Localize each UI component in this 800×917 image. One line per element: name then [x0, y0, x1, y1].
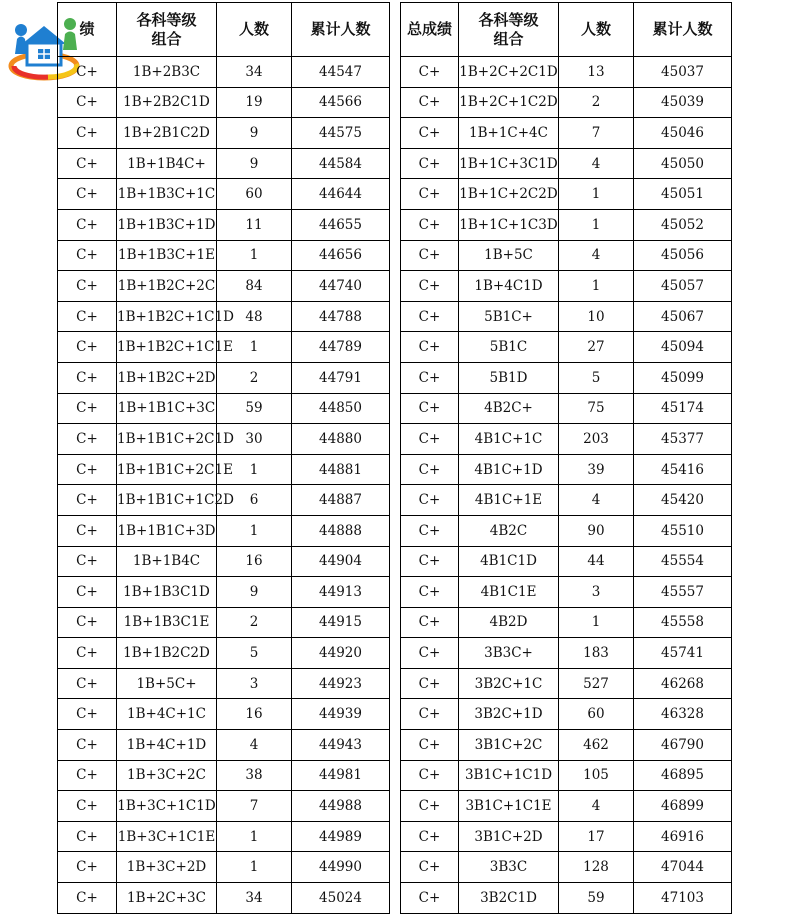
total-grade-cell: C+: [401, 393, 459, 424]
count-cell: 4: [559, 485, 634, 516]
cumulative-count-cell: 45037: [634, 57, 732, 88]
table-row: [58, 546, 390, 577]
count-cell: 2: [217, 362, 292, 393]
count-cell: 75: [559, 393, 634, 424]
count-cell: 17: [559, 821, 634, 852]
grade-combination-cell: 1B+1C+1C3D: [459, 209, 559, 240]
table-row: [58, 699, 390, 730]
cumulative-count-cell: 44644: [292, 179, 390, 210]
grade-combination-cell: 3B1C+1C1E: [459, 791, 559, 822]
total-grade-cell: C+: [401, 699, 459, 730]
total-grade-cell: C+: [401, 118, 459, 149]
table-row: [58, 454, 390, 485]
count-cell: 48: [217, 301, 292, 332]
grade-combination-cell: 4B1C1D: [459, 546, 559, 577]
cumulative-count-cell: 44655: [292, 209, 390, 240]
cumulative-count-cell: 44656: [292, 240, 390, 271]
table-row: [401, 209, 732, 240]
count-cell: 4: [559, 791, 634, 822]
table-row: [401, 179, 732, 210]
table-row: [58, 760, 390, 791]
table-row: [58, 118, 390, 149]
cumulative-count-cell: 44740: [292, 271, 390, 302]
count-cell: 4: [559, 148, 634, 179]
grade-combination-cell: 4B1C+1D: [459, 454, 559, 485]
total-grade-cell: C+: [58, 577, 117, 608]
table-row: [401, 791, 732, 822]
grade-combination-cell: 1B+2B3C: [117, 57, 217, 88]
total-grade-cell: C+: [58, 546, 117, 577]
total-grade-cell: C+: [58, 57, 117, 88]
total-grade-cell: C+: [58, 668, 117, 699]
header-total-grade: 总成绩: [401, 3, 459, 57]
table-row: [401, 852, 732, 883]
count-cell: 1: [559, 607, 634, 638]
grade-combination-cell: 1B+3C+1C1D: [117, 791, 217, 822]
cumulative-count-cell: 45050: [634, 148, 732, 179]
grade-combination-cell: 1B+2B2C1D: [117, 87, 217, 118]
grade-combination-cell: 1B+4C+1C: [117, 699, 217, 730]
cumulative-count-cell: 45377: [634, 424, 732, 455]
grade-combination-cell: 1B+4C+1D: [117, 730, 217, 761]
total-grade-cell: C+: [58, 301, 117, 332]
count-cell: 128: [559, 852, 634, 883]
grade-combination-cell: 1B+1B2C+1C1E: [117, 332, 217, 363]
count-cell: 105: [559, 760, 634, 791]
grade-combination-cell: 4B2D: [459, 607, 559, 638]
grade-combination-cell: 1B+1B4C+: [117, 148, 217, 179]
total-grade-cell: C+: [401, 240, 459, 271]
table-row: [401, 393, 732, 424]
table-row: [58, 87, 390, 118]
grade-combination-cell: 3B1C+2D: [459, 821, 559, 852]
table-row: [401, 607, 732, 638]
cumulative-count-cell: 44943: [292, 730, 390, 761]
grade-combination-cell: 1B+1B1C+3D: [117, 515, 217, 546]
table-row: [401, 362, 732, 393]
cumulative-count-cell: 44881: [292, 454, 390, 485]
cumulative-count-cell: 44575: [292, 118, 390, 149]
table-row: [401, 546, 732, 577]
table-row: [401, 87, 732, 118]
count-cell: 1: [217, 332, 292, 363]
grade-combination-cell: 1B+1B4C: [117, 546, 217, 577]
cumulative-count-cell: 44923: [292, 668, 390, 699]
total-grade-cell: C+: [401, 179, 459, 210]
table-header-row: [401, 3, 732, 57]
cumulative-count-cell: 44791: [292, 362, 390, 393]
table-row: [58, 821, 390, 852]
count-cell: 44: [559, 546, 634, 577]
table-row: [58, 209, 390, 240]
cumulative-count-cell: 45416: [634, 454, 732, 485]
count-cell: 5: [559, 362, 634, 393]
grade-combination-cell: 1B+2C+3C: [117, 883, 217, 914]
count-cell: 4: [559, 240, 634, 271]
total-grade-cell: C+: [58, 638, 117, 669]
count-cell: 39: [559, 454, 634, 485]
table-row: [58, 424, 390, 455]
total-grade-cell: C+: [58, 87, 117, 118]
cumulative-count-cell: 45094: [634, 332, 732, 363]
count-cell: 9: [217, 118, 292, 149]
count-cell: 9: [217, 148, 292, 179]
count-cell: 1: [217, 454, 292, 485]
cumulative-count-cell: 44915: [292, 607, 390, 638]
table-row: [401, 577, 732, 608]
total-grade-cell: C+: [58, 791, 117, 822]
grade-combination-cell: 1B+3C+2D: [117, 852, 217, 883]
header-count: 人数: [559, 3, 634, 57]
grade-combination-cell: 3B1C+2C: [459, 730, 559, 761]
grade-combination-cell: 1B+1B1C+3C: [117, 393, 217, 424]
cumulative-count-cell: 45741: [634, 638, 732, 669]
total-grade-cell: C+: [401, 760, 459, 791]
count-cell: 3: [217, 668, 292, 699]
table-row: [401, 638, 732, 669]
header-cumulative-count: 累计人数: [634, 3, 732, 57]
grade-combination-cell: 1B+2C+2C1D: [459, 57, 559, 88]
total-grade-cell: C+: [401, 148, 459, 179]
grade-combination-cell: 4B1C+1C: [459, 424, 559, 455]
table-row: [58, 577, 390, 608]
count-cell: 5: [217, 638, 292, 669]
total-grade-cell: C+: [401, 638, 459, 669]
cumulative-count-cell: 44547: [292, 57, 390, 88]
header-grade-combination: 各科等级 组合: [459, 3, 559, 57]
cumulative-count-cell: 47044: [634, 852, 732, 883]
table-row: [401, 148, 732, 179]
total-grade-cell: C+: [58, 148, 117, 179]
cumulative-count-cell: 45099: [634, 362, 732, 393]
total-grade-cell: C+: [58, 240, 117, 271]
count-cell: 60: [217, 179, 292, 210]
cumulative-count-cell: 45174: [634, 393, 732, 424]
grade-combination-cell: 1B+1B3C+1E: [117, 240, 217, 271]
grade-combination-cell: 1B+1B2C+2D: [117, 362, 217, 393]
count-cell: 30: [217, 424, 292, 455]
grade-combination-cell: 1B+1B3C1D: [117, 577, 217, 608]
table-row: [58, 179, 390, 210]
cumulative-count-cell: 45024: [292, 883, 390, 914]
count-cell: 7: [217, 791, 292, 822]
count-cell: 6: [217, 485, 292, 516]
count-cell: 16: [217, 699, 292, 730]
cumulative-count-cell: 44566: [292, 87, 390, 118]
count-cell: 10: [559, 301, 634, 332]
count-cell: 203: [559, 424, 634, 455]
total-grade-cell: C+: [58, 821, 117, 852]
table-row: [401, 883, 732, 914]
table-row: [58, 791, 390, 822]
total-grade-cell: C+: [58, 179, 117, 210]
cumulative-count-cell: 44880: [292, 424, 390, 455]
count-cell: 1: [559, 179, 634, 210]
cumulative-count-cell: 44981: [292, 760, 390, 791]
cumulative-count-cell: 44888: [292, 515, 390, 546]
total-grade-cell: C+: [401, 454, 459, 485]
cumulative-count-cell: 45510: [634, 515, 732, 546]
table-row: [401, 485, 732, 516]
header-total-grade: 绩: [58, 3, 117, 57]
count-cell: 1: [559, 209, 634, 240]
cumulative-count-cell: 44939: [292, 699, 390, 730]
table-row: [401, 240, 732, 271]
cumulative-count-cell: 44990: [292, 852, 390, 883]
cumulative-count-cell: 44887: [292, 485, 390, 516]
total-grade-cell: C+: [401, 87, 459, 118]
grade-combination-cell: 1B+1B1C+2C1E: [117, 454, 217, 485]
cumulative-count-cell: 44789: [292, 332, 390, 363]
cumulative-count-cell: 45039: [634, 87, 732, 118]
grade-table-left: [57, 2, 390, 914]
total-grade-cell: C+: [58, 393, 117, 424]
count-cell: 1: [217, 515, 292, 546]
cumulative-count-cell: 44988: [292, 791, 390, 822]
header-count: 人数: [217, 3, 292, 57]
grade-combination-cell: 5B1C: [459, 332, 559, 363]
table-row: [58, 148, 390, 179]
count-cell: 7: [559, 118, 634, 149]
cumulative-count-cell: 44584: [292, 148, 390, 179]
total-grade-cell: C+: [58, 485, 117, 516]
table-row: [58, 730, 390, 761]
table-row: [58, 57, 390, 88]
count-cell: 16: [217, 546, 292, 577]
grade-combination-cell: 3B2C1D: [459, 883, 559, 914]
table-row: [58, 240, 390, 271]
total-grade-cell: C+: [401, 271, 459, 302]
grade-combination-cell: 1B+1C+2C2D: [459, 179, 559, 210]
cumulative-count-cell: 46328: [634, 699, 732, 730]
cumulative-count-cell: 47103: [634, 883, 732, 914]
table-row: [58, 301, 390, 332]
grade-combination-cell: 3B1C+1C1D: [459, 760, 559, 791]
total-grade-cell: C+: [58, 730, 117, 761]
table-row: [401, 118, 732, 149]
total-grade-cell: C+: [58, 332, 117, 363]
table-row: [401, 699, 732, 730]
count-cell: 1: [217, 852, 292, 883]
count-cell: 183: [559, 638, 634, 669]
grade-combination-cell: 3B3C+: [459, 638, 559, 669]
count-cell: 527: [559, 668, 634, 699]
grade-combination-cell: 1B+3C+1C1E: [117, 821, 217, 852]
grade-table-right: [400, 2, 732, 914]
count-cell: 27: [559, 332, 634, 363]
grade-combination-cell: 5B1C+: [459, 301, 559, 332]
total-grade-cell: C+: [401, 485, 459, 516]
grade-combination-cell: 1B+2C+1C2D: [459, 87, 559, 118]
total-grade-cell: C+: [401, 852, 459, 883]
table-row: [401, 760, 732, 791]
cumulative-count-cell: 45067: [634, 301, 732, 332]
cumulative-count-cell: 44913: [292, 577, 390, 608]
total-grade-cell: C+: [401, 546, 459, 577]
count-cell: 59: [559, 883, 634, 914]
grade-combination-cell: 4B2C+: [459, 393, 559, 424]
total-grade-cell: C+: [401, 301, 459, 332]
total-grade-cell: C+: [58, 699, 117, 730]
cumulative-count-cell: 45046: [634, 118, 732, 149]
table-row: [401, 424, 732, 455]
table-row: [58, 271, 390, 302]
grade-combination-cell: 1B+1B1C+2C1D: [117, 424, 217, 455]
grade-combination-cell: 1B+5C+: [117, 668, 217, 699]
cumulative-count-cell: 46899: [634, 791, 732, 822]
table-row: [401, 454, 732, 485]
count-cell: 2: [217, 607, 292, 638]
grade-combination-cell: 5B1D: [459, 362, 559, 393]
grade-combination-cell: 1B+1B3C1E: [117, 607, 217, 638]
count-cell: 1: [217, 821, 292, 852]
table-row: [58, 607, 390, 638]
grade-combination-cell: 1B+1B2C2D: [117, 638, 217, 669]
grade-combination-cell: 1B+5C: [459, 240, 559, 271]
table-row: [58, 515, 390, 546]
table-row: [58, 852, 390, 883]
grade-combination-cell: 1B+2B1C2D: [117, 118, 217, 149]
grade-combination-cell: 1B+1B2C+2C: [117, 271, 217, 302]
grade-combination-cell: 3B3C: [459, 852, 559, 883]
count-cell: 60: [559, 699, 634, 730]
cumulative-count-cell: 45052: [634, 209, 732, 240]
count-cell: 4: [217, 730, 292, 761]
cumulative-count-cell: 44920: [292, 638, 390, 669]
total-grade-cell: C+: [401, 607, 459, 638]
total-grade-cell: C+: [401, 668, 459, 699]
table-row: [401, 668, 732, 699]
count-cell: 9: [217, 577, 292, 608]
total-grade-cell: C+: [401, 57, 459, 88]
total-grade-cell: C+: [401, 209, 459, 240]
total-grade-cell: C+: [401, 362, 459, 393]
cumulative-count-cell: 46916: [634, 821, 732, 852]
count-cell: 38: [217, 760, 292, 791]
total-grade-cell: C+: [401, 730, 459, 761]
cumulative-count-cell: 44989: [292, 821, 390, 852]
grade-combination-cell: 1B+4C1D: [459, 271, 559, 302]
count-cell: 19: [217, 87, 292, 118]
count-cell: 34: [217, 883, 292, 914]
cumulative-count-cell: 45057: [634, 271, 732, 302]
count-cell: 11: [217, 209, 292, 240]
header-cumulative-count: 累计人数: [292, 3, 390, 57]
cumulative-count-cell: 45557: [634, 577, 732, 608]
table-row: [401, 821, 732, 852]
cumulative-count-cell: 45558: [634, 607, 732, 638]
total-grade-cell: C+: [58, 515, 117, 546]
total-grade-cell: C+: [58, 362, 117, 393]
count-cell: 13: [559, 57, 634, 88]
total-grade-cell: C+: [58, 760, 117, 791]
grade-combination-cell: 3B2C+1C: [459, 668, 559, 699]
grade-combination-cell: 3B2C+1D: [459, 699, 559, 730]
count-cell: 90: [559, 515, 634, 546]
count-cell: 3: [559, 577, 634, 608]
total-grade-cell: C+: [58, 607, 117, 638]
header-grade-combination: 各科等级 组合: [117, 3, 217, 57]
total-grade-cell: C+: [58, 118, 117, 149]
cumulative-count-cell: 45056: [634, 240, 732, 271]
grade-combination-cell: 1B+1B3C+1C: [117, 179, 217, 210]
grade-combination-cell: 1B+1C+3C1D: [459, 148, 559, 179]
table-row: [58, 393, 390, 424]
total-grade-cell: C+: [401, 791, 459, 822]
table-row: [58, 362, 390, 393]
total-grade-cell: C+: [58, 883, 117, 914]
total-grade-cell: C+: [58, 271, 117, 302]
cumulative-count-cell: 45420: [634, 485, 732, 516]
grade-combination-cell: 1B+3C+2C: [117, 760, 217, 791]
total-grade-cell: C+: [58, 424, 117, 455]
total-grade-cell: C+: [401, 515, 459, 546]
count-cell: 462: [559, 730, 634, 761]
total-grade-cell: C+: [401, 821, 459, 852]
cumulative-count-cell: 45051: [634, 179, 732, 210]
table-row: [401, 332, 732, 363]
table-row: [58, 883, 390, 914]
grade-combination-cell: 1B+1B1C+1C2D: [117, 485, 217, 516]
table-row: [401, 301, 732, 332]
total-grade-cell: C+: [401, 883, 459, 914]
cumulative-count-cell: 46895: [634, 760, 732, 791]
table-row: [401, 57, 732, 88]
grade-combination-cell: 4B1C+1E: [459, 485, 559, 516]
grade-combination-cell: 1B+1B2C+1C1D: [117, 301, 217, 332]
total-grade-cell: C+: [58, 852, 117, 883]
total-grade-cell: C+: [401, 577, 459, 608]
cumulative-count-cell: 45554: [634, 546, 732, 577]
cumulative-count-cell: 44904: [292, 546, 390, 577]
cumulative-count-cell: 44850: [292, 393, 390, 424]
table-row: [401, 730, 732, 761]
grade-combination-cell: 4B2C: [459, 515, 559, 546]
table-row: [58, 668, 390, 699]
table-row: [401, 515, 732, 546]
grade-combination-cell: 1B+1C+4C: [459, 118, 559, 149]
count-cell: 2: [559, 87, 634, 118]
count-cell: 84: [217, 271, 292, 302]
total-grade-cell: C+: [58, 209, 117, 240]
grade-combination-cell: 4B1C1E: [459, 577, 559, 608]
cumulative-count-cell: 46790: [634, 730, 732, 761]
grade-combination-cell: 1B+1B3C+1D: [117, 209, 217, 240]
table-row: [58, 638, 390, 669]
cumulative-count-cell: 46268: [634, 668, 732, 699]
total-grade-cell: C+: [58, 454, 117, 485]
table-header-row: [58, 3, 390, 57]
total-grade-cell: C+: [401, 332, 459, 363]
count-cell: 1: [217, 240, 292, 271]
total-grade-cell: C+: [401, 424, 459, 455]
table-row: [58, 332, 390, 363]
count-cell: 59: [217, 393, 292, 424]
table-row: [58, 485, 390, 516]
table-row: [401, 271, 732, 302]
count-cell: 34: [217, 57, 292, 88]
cumulative-count-cell: 44788: [292, 301, 390, 332]
count-cell: 1: [559, 271, 634, 302]
